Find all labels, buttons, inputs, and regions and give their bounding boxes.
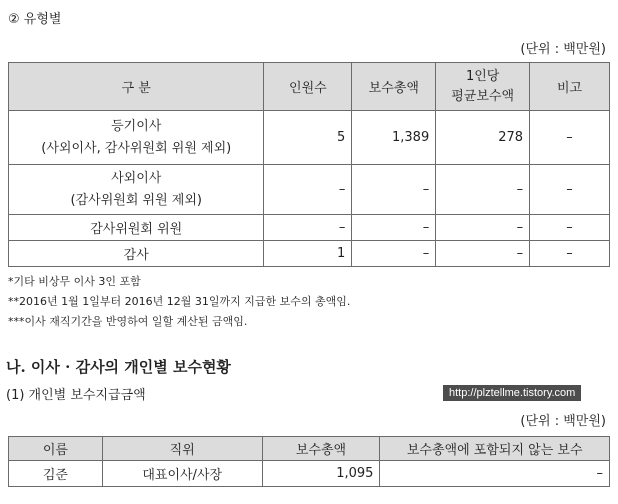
header-headcount: 인원수 — [264, 63, 352, 111]
table-row — [9, 215, 610, 241]
row-label: 사외이사 (감사위원회 위원 제외) — [9, 165, 264, 215]
subsection-title: 나. 이사 · 감사의 개인별 보수현황 — [6, 358, 231, 376]
table-row — [9, 165, 610, 215]
row-label: 감사 — [9, 241, 264, 267]
header-excluded-pay: 보수총액에 포함되지 않는 보수 — [380, 437, 610, 461]
row-label: 등기이사 (사외이사, 감사위원회 위원 제외) — [9, 111, 264, 165]
unit-label-2: (단위 : 백만원) — [520, 414, 606, 429]
row-note: – — [530, 165, 610, 215]
footnote: **2016년 1월 1일부터 2016년 12월 31일까지 지급한 보수의 총액임. — [8, 295, 351, 308]
header-name: 이름 — [9, 437, 103, 461]
row-total: – — [352, 241, 436, 267]
compensation-by-type-table — [8, 62, 610, 267]
subsubsection-title: (1) 개인별 보수지급금액 — [6, 388, 146, 403]
row-label: 감사위원회 위원 — [9, 215, 264, 241]
header-avg-pay: 1인당 평균보수액 — [436, 63, 530, 111]
header-total-pay: 보수총액 — [262, 437, 380, 461]
blog-watermark: http://plztellme.tistory.com — [443, 385, 581, 401]
table-row — [9, 241, 610, 267]
section-title: ② 유형별 — [8, 12, 62, 27]
header-total-pay: 보수총액 — [352, 63, 436, 111]
table-header-row — [9, 437, 610, 461]
footnote: ***이사 재직기간을 반영하여 일할 계산된 금액임. — [8, 315, 248, 328]
table-header-row — [9, 63, 610, 111]
footnotes — [8, 272, 350, 332]
table-row — [9, 461, 610, 487]
row-note: – — [530, 215, 610, 241]
header-remarks: 비고 — [530, 63, 610, 111]
row-name: 김준 — [9, 461, 103, 487]
row-position: 대표이사/사장 — [102, 461, 262, 487]
header-category: 구 분 — [9, 63, 264, 111]
row-avg: 278 — [436, 111, 530, 165]
footnote: *기타 비상무 이사 3인 포함 — [8, 275, 141, 288]
row-total: – — [352, 215, 436, 241]
row-count: – — [264, 165, 352, 215]
row-other: – — [380, 461, 610, 487]
table-row — [9, 111, 610, 165]
header-position: 직위 — [102, 437, 262, 461]
row-total: 1,389 — [352, 111, 436, 165]
individual-compensation-table — [8, 436, 610, 487]
row-count: – — [264, 215, 352, 241]
row-total: 1,095 — [262, 461, 380, 487]
row-avg: – — [436, 215, 530, 241]
row-total: – — [352, 165, 436, 215]
row-count: 5 — [264, 111, 352, 165]
unit-label: (단위 : 백만원) — [520, 42, 606, 57]
row-note: – — [530, 111, 610, 165]
row-avg: – — [436, 165, 530, 215]
row-note: – — [530, 241, 610, 267]
row-count: 1 — [264, 241, 352, 267]
row-avg: – — [436, 241, 530, 267]
